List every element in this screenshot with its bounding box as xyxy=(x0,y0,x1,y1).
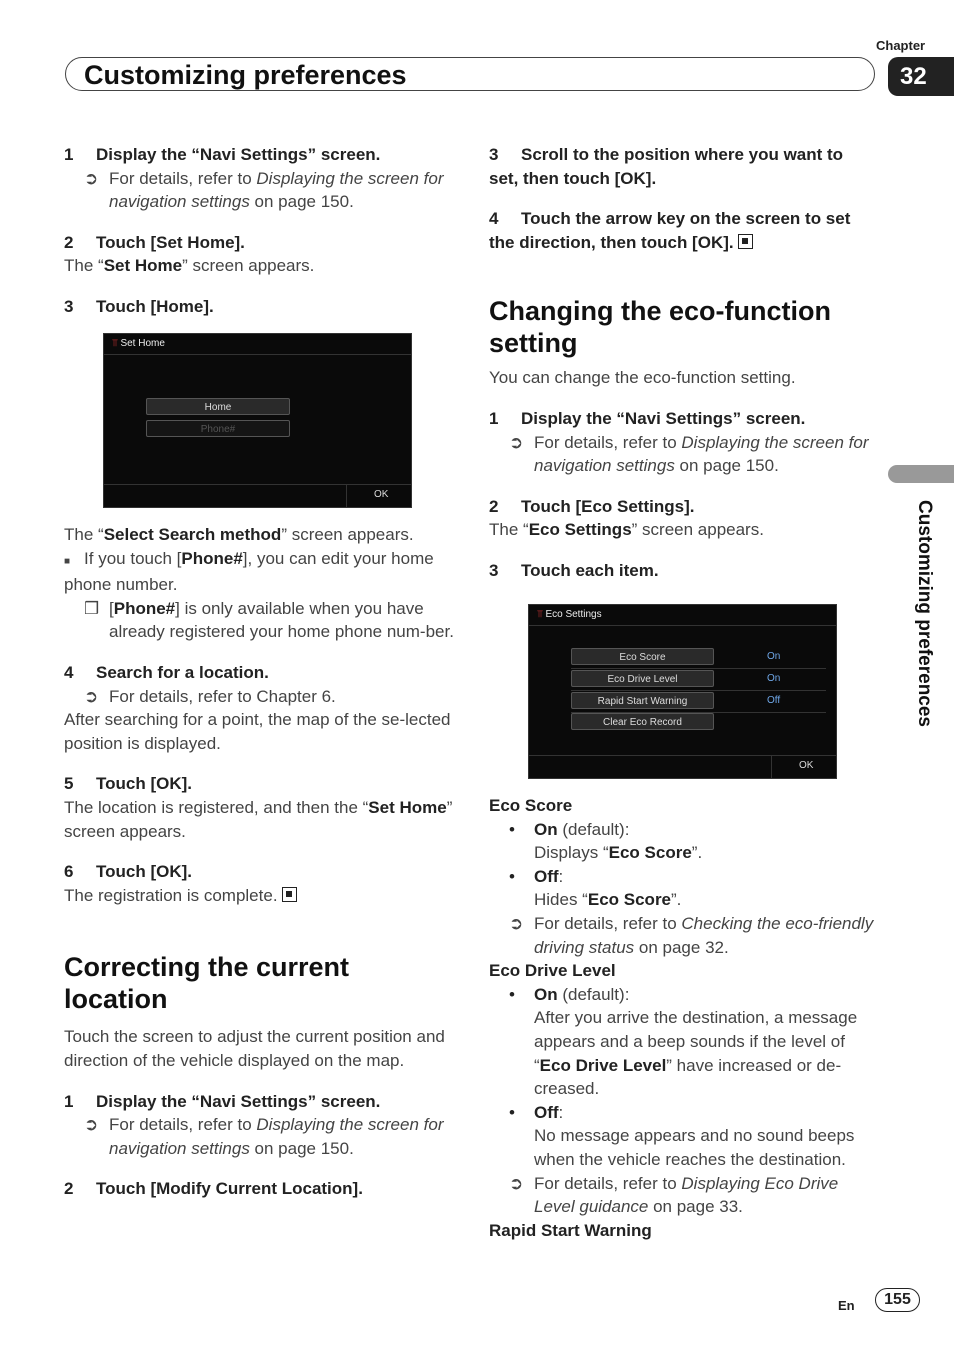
bullet-desc: Displays “Eco Score”. xyxy=(534,843,703,863)
side-tab-label: Customizing preferences xyxy=(914,500,935,727)
right-column xyxy=(489,143,874,583)
bullet-desc: No message appears and no sound beeps when the vehicle reaches the destination. xyxy=(534,1126,855,1169)
bullet: • On (default): xyxy=(509,984,630,1004)
body-text: The registration is complete. xyxy=(64,884,459,908)
step-heading: 5 Touch [OK]. xyxy=(64,774,192,794)
clear-eco-record-button[interactable]: Clear Eco Record xyxy=(571,713,714,730)
step-heading: 1 Display the “Navi Settings” screen. xyxy=(64,1091,381,1111)
body-text: The “Select Search method” screen appears. xyxy=(64,525,414,544)
arrow-icon: ➲ xyxy=(84,1115,99,1135)
rapid-start-warning-value: Off xyxy=(767,695,781,706)
ok-button[interactable]: OK xyxy=(374,489,389,500)
bullet: ■ If you touch [Phone#], you can edit your home phone number. xyxy=(64,548,434,595)
body-text: The location is registered, and then the “Set Home” screen appears. xyxy=(64,797,453,841)
right-column-continued xyxy=(489,794,879,1242)
screen-title: ⫪ Set Home xyxy=(112,338,165,349)
step-heading: 1 Display the “Navi Settings” screen. xyxy=(489,408,806,428)
body-text: The “Eco Settings” screen appears. xyxy=(489,520,764,540)
page-title: Customizing preferences xyxy=(84,60,407,90)
sub-bullet: ❒ [Phone#] is only available when you have already registered your home phone num-ber. xyxy=(84,598,454,642)
step-heading: 2 Touch [Set Home]. xyxy=(64,232,245,252)
eco-drive-level-button[interactable]: Eco Drive Level xyxy=(571,670,714,687)
step-heading: 3 Touch each item. xyxy=(489,560,659,580)
language-label: En xyxy=(838,1298,855,1313)
bullet-desc: Hides “Eco Score”. xyxy=(534,890,682,910)
note: ➲ For details, refer to Checking the eco-friendly driving status on page 32. xyxy=(509,913,874,957)
body-text: You can change the eco-function setting. xyxy=(489,368,796,388)
bullet: • On (default): xyxy=(509,819,630,839)
checkbox-icon: ❒ xyxy=(84,598,100,618)
eco-score-value: On xyxy=(767,651,781,662)
chapter-number: 32 xyxy=(888,57,954,96)
chapter-label: Chapter xyxy=(876,38,926,53)
left-column-continued xyxy=(64,523,459,1201)
option-heading: Rapid Start Warning xyxy=(489,1220,652,1240)
body-text: The “Set Home” screen appears. xyxy=(64,256,315,276)
ok-button[interactable]: OK xyxy=(799,760,814,771)
eco-drive-level-value: On xyxy=(767,673,781,684)
bullet: • Off: xyxy=(509,866,564,886)
phone-button[interactable]: Phone# xyxy=(146,420,290,437)
step-heading: 1 Display the “Navi Settings” screen. xyxy=(64,145,381,164)
note: ➲ For details, refer to Displaying the screen for navigation settings on page 150. xyxy=(84,168,444,212)
step-heading: 4 Search for a location. xyxy=(64,662,269,682)
side-tab-marker xyxy=(888,465,954,483)
step-heading: 2 Touch [Modify Current Location]. xyxy=(64,1179,363,1199)
note: ➲ For details, refer to Displaying the screen for navigation settings on page 150. xyxy=(84,1115,444,1158)
bullet: • Off: xyxy=(509,1102,564,1122)
left-column xyxy=(64,143,459,319)
home-button[interactable]: Home xyxy=(146,398,290,415)
note: ➲ For details, refer to Chapter 6. xyxy=(64,685,459,709)
option-heading: Eco Drive Level xyxy=(489,961,616,981)
step-heading: 3 Scroll to the position where you want to set, then touch [OK]. xyxy=(489,145,844,188)
arrow-icon: ➲ xyxy=(84,686,99,706)
screen-title: ⫪ Eco Settings xyxy=(537,609,602,620)
rapid-start-warning-button[interactable]: Rapid Start Warning xyxy=(571,692,714,709)
step-heading: 2 Touch [Eco Settings]. xyxy=(489,496,695,516)
section-heading: Changing the eco-function setting xyxy=(489,296,831,359)
eco-settings-screenshot xyxy=(528,604,837,779)
body-text: Touch the screen to adjust the current position and direction of the vehicle displayed on the map. xyxy=(64,1027,445,1070)
body-text: After searching for a point, the map of the se-lected position is displayed. xyxy=(64,710,451,753)
arrow-icon: ➲ xyxy=(509,1173,524,1193)
option-heading: Eco Score xyxy=(489,796,573,815)
set-home-screenshot xyxy=(103,333,412,508)
page-number: 155 xyxy=(875,1288,920,1312)
end-mark-icon xyxy=(738,234,753,249)
arrow-icon: ➲ xyxy=(509,913,524,933)
arrow-icon: ➲ xyxy=(84,168,99,188)
end-mark-icon xyxy=(282,887,297,902)
note: ➲ For details, refer to Displaying Eco Drive Level guidance on page 33. xyxy=(509,1173,839,1217)
note: ➲ For details, refer to Displaying the screen for navigation settings on page 150. xyxy=(509,432,869,476)
step-heading: 6 Touch [OK]. xyxy=(64,862,192,882)
step-heading: 3 Touch [Home]. xyxy=(64,296,214,316)
bullet-desc: After you arrive the destination, a message appears and a beep sounds if the level of “Eco Drive Level” have increased or de-creased. xyxy=(534,1008,858,1099)
step-heading: 4 Touch the arrow key on the screen to set the direction, then touch [OK]. xyxy=(489,209,851,252)
eco-score-button[interactable]: Eco Score xyxy=(571,648,714,665)
section-heading: Correcting the current location xyxy=(64,952,350,1015)
arrow-icon: ➲ xyxy=(509,432,524,452)
